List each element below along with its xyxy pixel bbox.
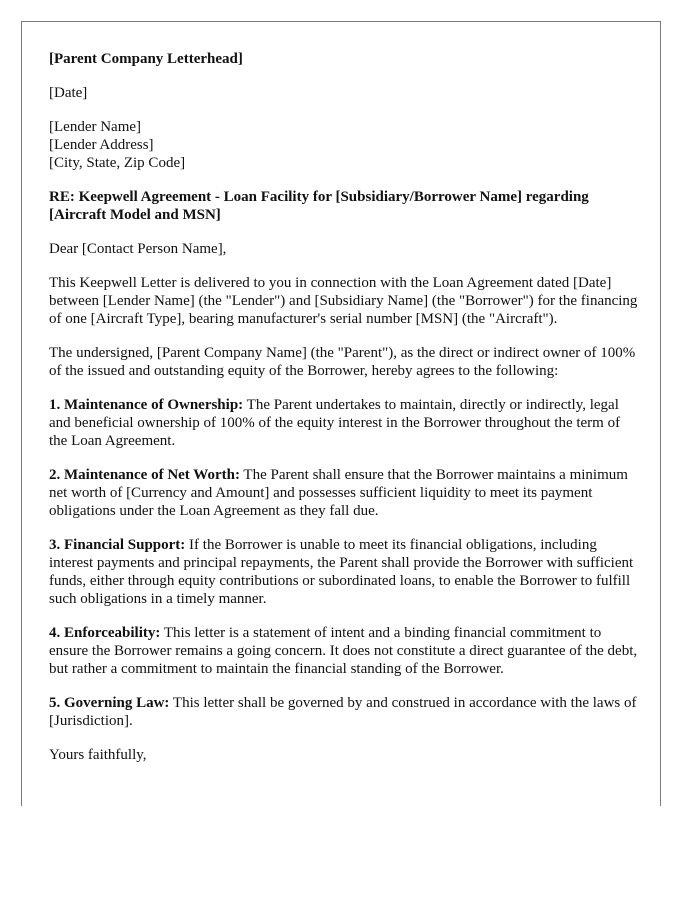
letter-date: [Date] <box>49 85 88 101</box>
clause-text: The Parent undertakes to maintain, directly or indirectly, legal and beneficial ownership of 100% of the equity interest in the Borrower throughout the term of the Loan Agreement. <box>49 397 621 449</box>
clause-3 <box>49 536 639 608</box>
clause-title: 2. Maintenance of Net Worth: <box>49 467 240 483</box>
salutation: Dear [Contact Person Name], <box>49 241 227 257</box>
clause-text: If the Borrower is unable to meet its financial obligations, including interest payments and principal repayments, the Parent shall provide the Borrower with sufficient funds, either through equity contributions or subordinated loans, to enable the Borrower to fulfill such obligations in a timely manner. <box>49 537 634 607</box>
recipient-address: [Lender Address] <box>49 137 154 153</box>
clause-text: This letter shall be governed by and construed in accordance with the laws of [Jurisdiction]. <box>49 695 637 729</box>
clause-title: 3. Financial Support: <box>49 537 186 553</box>
recipient-block <box>49 118 639 172</box>
intro-paragraph: This Keepwell Letter is delivered to you in connection with the Loan Agreement dated [Date] between [Lender Name] (the "Lender") and [Subsidiary Name] (the "Borrower") for the financing of one [Aircraft Type], bearing manufacturer's serial number [MSN] (the "Aircraft"). <box>49 275 638 327</box>
clause-title: 1. Maintenance of Ownership: <box>49 397 244 413</box>
clause-text: This letter is a statement of intent and a binding financial commitment to ensure the Borrower remains a going concern. It does not constitute a direct guarantee of the debt, but rather a commitment to maintain the financial standing of the Borrower. <box>49 625 638 677</box>
clause-5 <box>49 694 639 730</box>
letterhead: [Parent Company Letterhead] <box>49 51 243 67</box>
letter-body <box>49 50 639 780</box>
clause-title: 5. Governing Law: <box>49 695 170 711</box>
recipient-name: [Lender Name] <box>49 119 142 135</box>
clause-1 <box>49 396 639 450</box>
clause-4 <box>49 624 639 678</box>
clause-2 <box>49 466 639 520</box>
recipient-city: [City, State, Zip Code] <box>49 155 186 171</box>
closing: Yours faithfully, <box>49 747 147 763</box>
letter-page <box>21 21 661 806</box>
subject-line: RE: Keepwell Agreement - Loan Facility for [Subsidiary/Borrower Name] regarding [Aircraft Model and MSN] <box>49 189 589 223</box>
undertaking-paragraph: The undersigned, [Parent Company Name] (the "Parent"), as the direct or indirect owner of 100% of the issued and outstanding equity of the Borrower, hereby agrees to the following: <box>49 345 636 379</box>
clause-text: The Parent shall ensure that the Borrower maintains a minimum net worth of [Currency and Amount] and possesses sufficient liquidity to meet its payment obligations under the Loan Agreement as they fall due. <box>49 467 628 519</box>
clause-title: 4. Enforceability: <box>49 625 161 641</box>
